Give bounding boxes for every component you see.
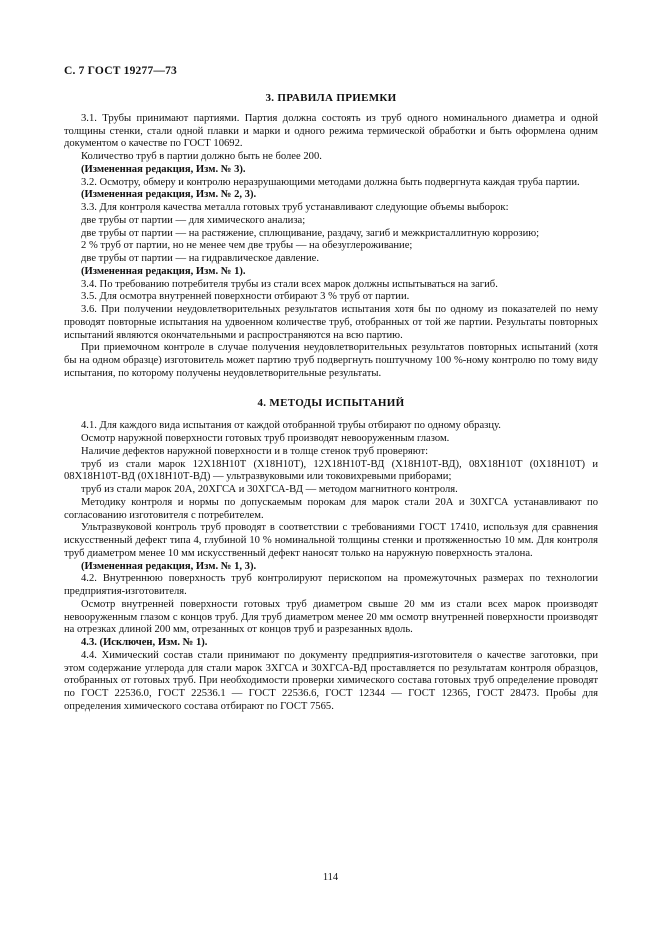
section-3-title: 3. ПРАВИЛА ПРИЕМКИ: [265, 92, 397, 104]
page-number: 114: [322, 872, 339, 883]
list-item: труб из стали марок 20А, 20ХГСА и 30ХГСА-ВД — методом магнитного контроля.: [81, 484, 458, 495]
paragraph: Наличие дефектов наружной поверхности и в толще стенок труб проверяют:: [81, 445, 429, 457]
paragraph: Осмотр наружной поверхности готовых труб производят невооруженным глазом.: [81, 433, 450, 444]
list-item: труб из стали марок 12Х18Н10Т (Х18Н10Т), 12Х18Н10Т-ВД (Х18Н10Т-ВД), 08Х18Н10Т (0Х18Н10Т) и 08Х18Н10Т-ВД (0Х18Н10Т-ВД) — ультразвуковыми или токовихревыми приборами;: [64, 458, 598, 483]
list-item: две трубы от партии — на гидравлическое давление.: [81, 253, 319, 264]
list-item: две трубы от партии — для химического анализа;: [81, 214, 306, 226]
paragraph-3-5: 3.5. Для осмотра внутренней поверхности отбирают 3 % труб от партии.: [81, 291, 410, 303]
paragraph-3-6: 3.6. При получении неудовлетворительных результатов испытания хотя бы по одному из показателей по нему проводят повторные испытания на удвоенном количестве труб, отобранных от той же партии. Результаты повторных испытаний являются окончательными и распространяются на всю партию.: [64, 304, 598, 341]
paragraph-3-4: 3.4. По требованию потребителя трубы из стали всех марок должны испытываться на загиб.: [81, 278, 498, 290]
amendment-note: (Измененная редакция, Изм. № 1, 3).: [81, 560, 257, 572]
list-item: две трубы от партии — на растяжение, сплющивание, раздачу, загиб и межкристаллитную коррозию;: [81, 227, 540, 239]
paragraph: Осмотр внутренней поверхности готовых труб диаметром свыше 20 мм из стали всех марок производят невооруженным глазом с концов труб. Для труб диаметром менее 20 мм осмотр внутренней поверхности производят на отрезках длиной 200 мм, отрезанных от концов труб и разрезанных вдоль.: [64, 598, 598, 636]
amendment-note: (Измененная редакция, Изм. № 1).: [81, 265, 246, 277]
paragraph: Количество труб в партии должно быть не более 200.: [81, 151, 322, 162]
paragraph-3-1: 3.1. Трубы принимают партиями. Партия должна состоять из труб одного номинального диаметра и одной толщины стенки, стали одной плавки и марки и одного режима термической обработки и быть оформлена одним документом о качестве по ГОСТ 10692.: [64, 112, 598, 150]
amendment-note: (Измененная редакция, Изм. № 2, 3).: [81, 189, 257, 201]
paragraph: При приемочном контроле в случае получения неудовлетворительных результатов повторных испытаний (хотя бы на одном образце) изготовитель может партию труб подвергнуть поштучному 100 %-ному контролю по тому виду испытания, по которому получены неудовлетворительные результаты.: [64, 342, 598, 379]
paragraph-4-2: 4.2. Внутреннюю поверхность труб контролируют перископом на промежуточных размерах по технологии предприятия-изготовителя.: [64, 573, 598, 597]
paragraph-4-3: 4.3. (Исключен, Изм. № 1).: [81, 637, 208, 648]
paragraph-3-2: 3.2. Осмотру, обмеру и контролю неразрушающими методами должна быть подвергнута каждая труба партии.: [81, 176, 580, 188]
page-header: С. 7 ГОСТ 19277—73: [64, 65, 177, 77]
document-body: [64, 84, 598, 714]
section-4-title: 4. МЕТОДЫ ИСПЫТАНИЙ: [257, 396, 405, 409]
amendment-note: (Измененная редакция, Изм. № 3).: [81, 163, 246, 175]
paragraph-3-3: 3.3. Для контроля качества металла готовых труб устанавливают следующие объемы выборок:: [81, 202, 509, 213]
paragraph-4-4: 4.4. Химический состав стали принимают по документу предприятия-изготовителя о качестве заготовки, при этом содержание углерода для стали марок 3ХГСА и 30ХГСА-ВД проставляется по результатам контроля образцов, отобранных от готовых труб. При необходимости проверки химического состава готовых труб определение проводят по ГОСТ 22536.0, ГОСТ 22536.1 — ГОСТ 22536.6, ГОСТ 12344 — ГОСТ 12365, ГОСТ 28473. Пробы для определения химического состава отбирают по ГОСТ 7565.: [64, 649, 598, 712]
paragraph: Ультразвуковой контроль труб проводят в соответствии с требованиями ГОСТ 17410, используя для сравнения искусственный дефект типа 4, глубиной 10 % номинальной толщины стенки и протяженностью 10 мм. Для контроля труб диаметром менее 10 мм искусственный дефект наносят только на наружную поверхность эталона.: [64, 522, 598, 559]
paragraph-4-1: 4.1. Для каждого вида испытания от каждой отобранной трубы отбирают по одному образцу.: [81, 420, 501, 432]
list-item: 2 % труб от партии, но не менее чем две трубы — на обезуглероживание;: [81, 240, 413, 252]
paragraph: Методику контроля и нормы по допускаемым порокам для марок стали 20А и 30ХГСА устанавливают по согласованию изготовителя с потребителем.: [64, 496, 598, 521]
